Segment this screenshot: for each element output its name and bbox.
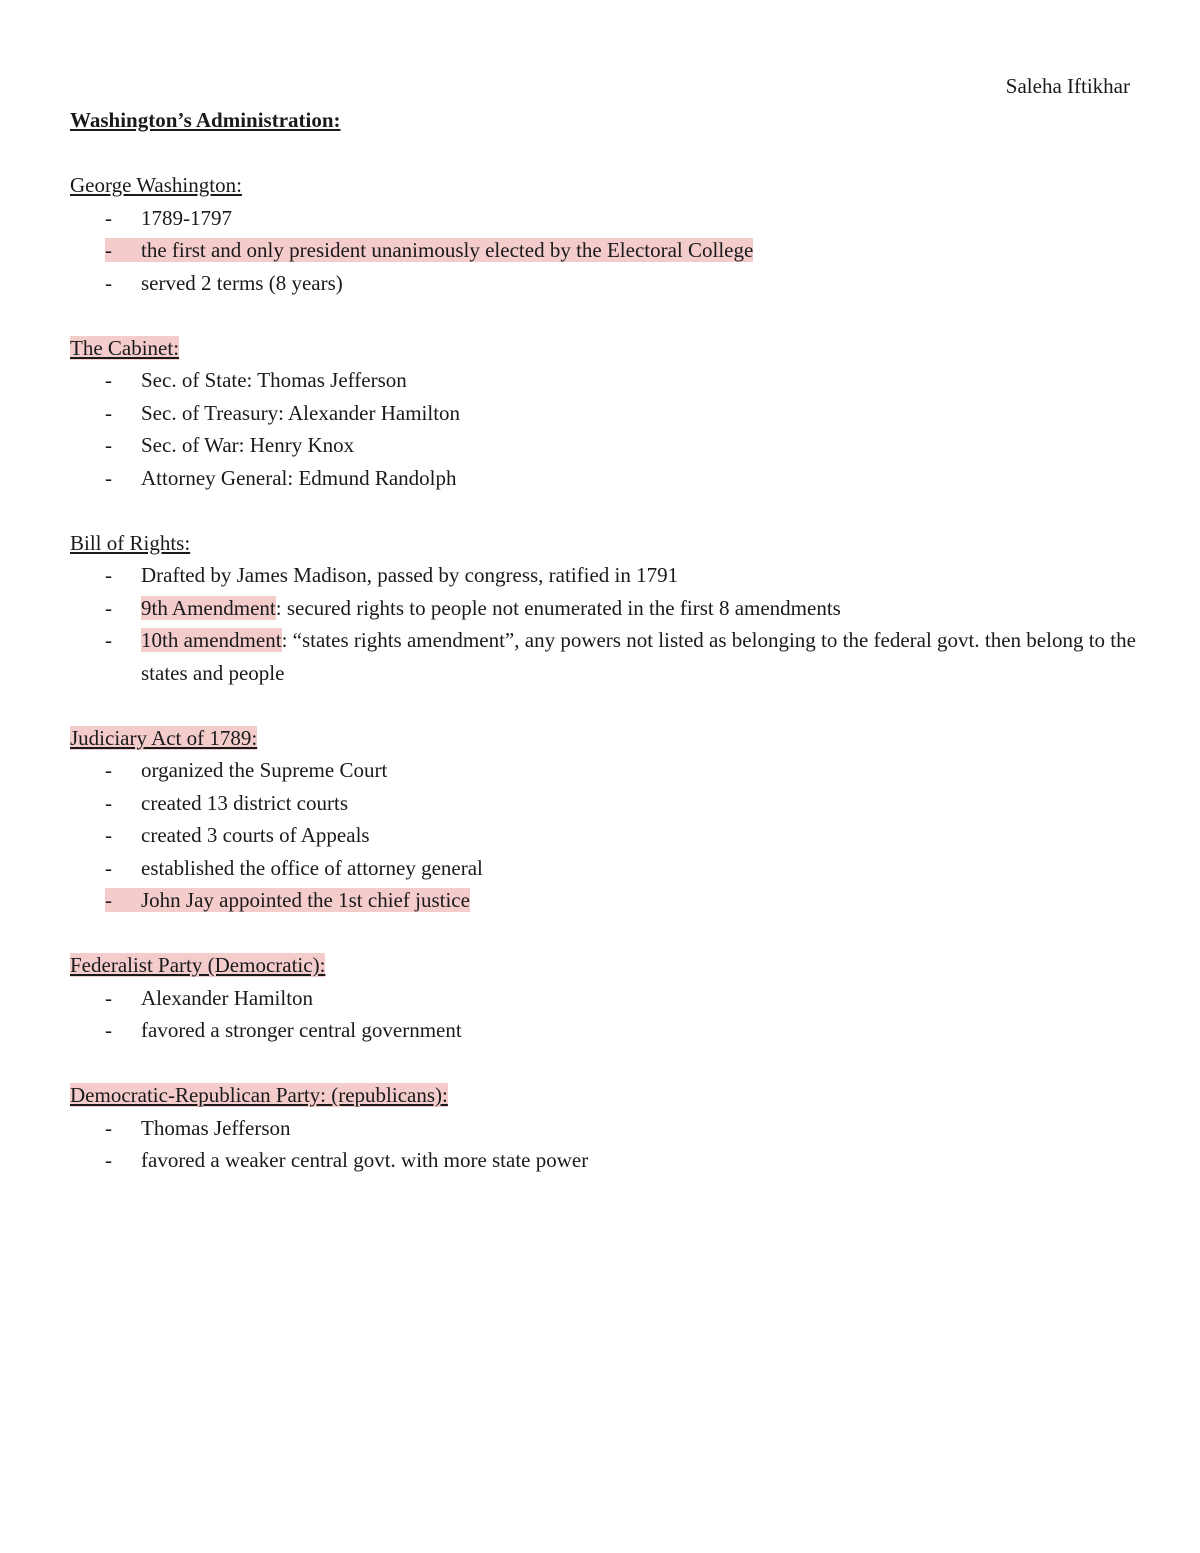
list-item: - Drafted by James Madison, passed by congress, ratified in 1791	[70, 559, 1140, 592]
highlighted-term: 10th amendment	[141, 628, 282, 652]
dash-bullet: -	[105, 1018, 112, 1042]
section-federalist-party	[70, 949, 1140, 1047]
dash-bullet: -	[105, 595, 112, 620]
bullet-list	[70, 202, 1140, 300]
dash-bullet: -	[105, 400, 112, 425]
dash-bullet: -	[105, 205, 112, 230]
section-heading: The Cabinet:	[70, 335, 180, 360]
author-name: Saleha Iftikhar	[1005, 74, 1130, 98]
dash-bullet: -	[105, 888, 112, 912]
section-heading: Bill of Rights:	[70, 530, 191, 555]
list-item-highlighted: - the first and only president unanimously elected by the Electoral College	[70, 234, 1140, 267]
list-item: - favored a stronger central government	[70, 1014, 1140, 1047]
document-body	[70, 104, 1140, 1177]
list-item: - 9th Amendment: secured rights to people not enumerated in the first 8 amendments	[70, 592, 1140, 625]
dash-bullet: -	[105, 433, 112, 457]
bullet-list	[70, 1112, 1140, 1177]
list-item: - Attorney General: Edmund Randolph	[70, 462, 1140, 495]
list-item-highlighted: - John Jay appointed the 1st chief justice	[70, 884, 1140, 917]
list-item: - 10th amendment: “states rights amendment”, any powers not listed as belonging to the federal govt. then belong to the states and people	[70, 624, 1140, 689]
dash-bullet: -	[105, 758, 112, 782]
dash-bullet: -	[105, 985, 112, 1010]
dash-bullet: -	[105, 563, 112, 587]
document-title: Washington’s Administration:	[70, 108, 341, 132]
section-judiciary-act	[70, 722, 1140, 917]
dash-bullet: -	[105, 270, 112, 295]
section-the-cabinet	[70, 332, 1140, 495]
dash-bullet: -	[105, 823, 112, 847]
list-item: - 1789-1797	[70, 202, 1140, 235]
list-item: - Alexander Hamilton	[70, 982, 1140, 1015]
list-item: - established the office of attorney general	[70, 852, 1140, 885]
list-item: - organized the Supreme Court	[70, 754, 1140, 787]
section-bill-of-rights	[70, 527, 1140, 690]
dash-bullet: -	[105, 238, 112, 262]
list-item: - created 3 courts of Appeals	[70, 819, 1140, 852]
bullet-list	[70, 364, 1140, 494]
dash-bullet: -	[105, 1115, 112, 1140]
list-item: - created 13 district courts	[70, 787, 1140, 820]
dash-bullet: -	[105, 465, 112, 490]
list-item: - Sec. of War: Henry Knox	[70, 429, 1140, 462]
list-item: - served 2 terms (8 years)	[70, 267, 1140, 300]
section-george-washington	[70, 169, 1140, 299]
dash-bullet: -	[105, 1148, 112, 1172]
dash-bullet: -	[105, 790, 112, 815]
section-heading: George Washington:	[70, 173, 242, 197]
dash-bullet: -	[105, 368, 112, 392]
dash-bullet: -	[105, 855, 112, 880]
bullet-list	[70, 559, 1140, 689]
highlighted-term: 9th Amendment	[141, 595, 276, 620]
bullet-list	[70, 754, 1140, 917]
list-item: - favored a weaker central govt. with more state power	[70, 1144, 1140, 1177]
dash-bullet: -	[105, 628, 112, 652]
list-item: - Thomas Jefferson	[70, 1112, 1140, 1145]
list-item: - Sec. of State: Thomas Jefferson	[70, 364, 1140, 397]
section-heading: Federalist Party (Democratic):	[70, 953, 326, 977]
list-item: - Sec. of Treasury: Alexander Hamilton	[70, 397, 1140, 430]
bullet-list	[70, 982, 1140, 1047]
section-democratic-republican-party	[70, 1079, 1140, 1177]
section-heading: Judiciary Act of 1789:	[70, 725, 258, 750]
section-heading: Democratic-Republican Party: (republicans):	[70, 1083, 448, 1107]
